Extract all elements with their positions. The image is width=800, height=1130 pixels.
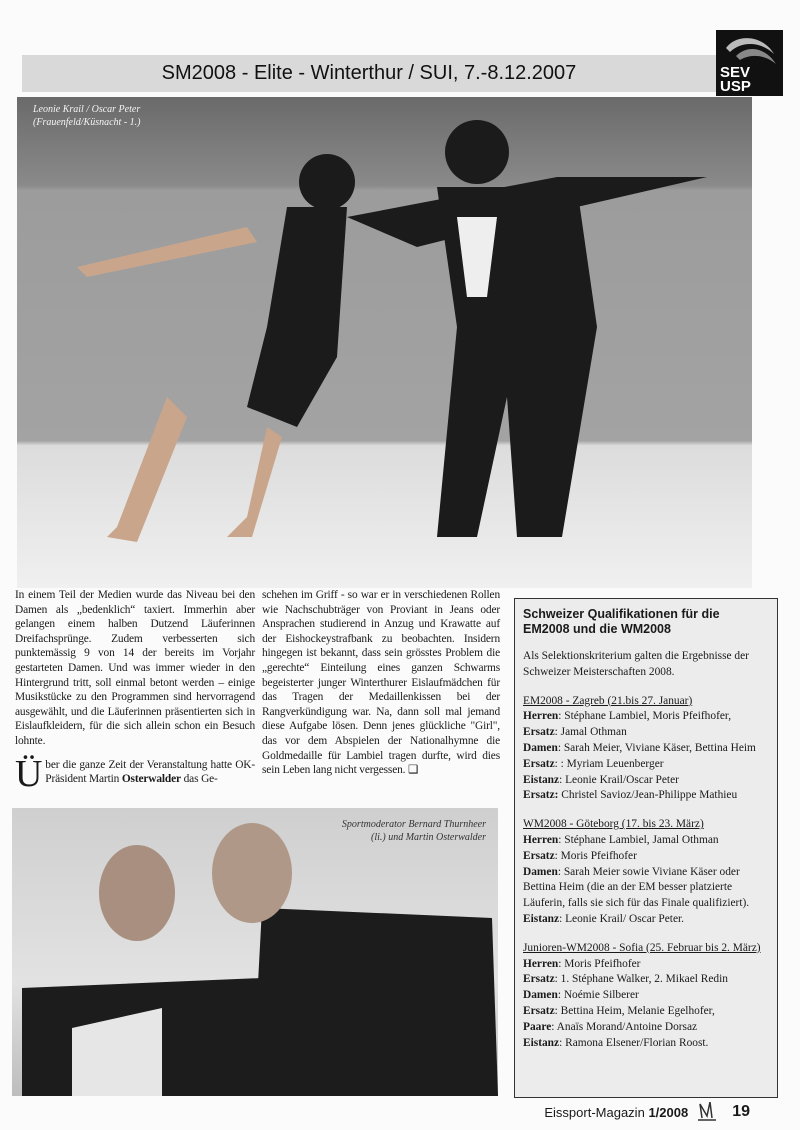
qualification-entry: Ersatz: Moris Pfeifhofer [523,849,637,862]
moderators-photo [12,808,498,1096]
article-column-2 [262,588,500,778]
qualification-entry: Herren: Moris Pfeifhofer [523,957,641,970]
page-header [22,55,716,92]
photo-caption: Sportmoderator Bernard Thurnheer (li.) und Martin Osterwalder [341,819,486,843]
sev-usp-logo [716,30,783,96]
qualification-entry: Damen: Noémie Silberer [523,989,639,1002]
qualification-entry: Eistanz: Leonie Krail/ Oscar Peter. [523,912,685,925]
swoosh-icon [722,34,778,66]
box-intro: Als Selektionskriterium galten die Ergebnisse der Schweizer Meisterschaften 2008. [523,650,749,678]
section-heading: EM2008 - Zagreb (21.bis 27. Januar) [523,694,693,707]
magazine-name: Eissport-Magazin [544,1104,645,1120]
page-footer [544,1102,750,1122]
qualifications-box [514,598,778,1098]
box-title: Schweizer Qualifikationen für die EM2008 und die WM2008 [523,607,720,636]
qualification-entry: Ersatz: Christel Savioz/Jean-Philippe Mathieu [523,789,738,802]
article-paragraph: schehen im Griff - so war er in verschiedenen Rollen wie Nachschubträger von Proviant in Jeans oder Ansprachen studierend in Anzug und Krawatte auf der Eishockeystrafbank zu beobachten. Insidern hingegen ist bekannt, dass sein grösstes Problem die „gerechte“ Einteilung eines ganzen Schwarms begeisterter junger Winterthurer Eislaufmädchen für das Tragen der Medaillenkissen bei der Rangverkündigung war. Na, dann soll mal jemand diese Aufgabe lösen. Denn jenes glückliche "Girl", das vor dem Abspielen der Nationalhymne die Goldmedaille für Lambiel tragen durfte, wird dies sein Leben lang nicht vergessen. ❑ [262,589,500,777]
skate-logo-icon [696,1102,718,1122]
drop-cap: Ü [15,752,43,795]
qualification-entry: Eistanz: Leonie Krail/Oscar Peter [523,773,679,786]
logo-text-sev: SEV [720,64,751,81]
qualification-entry: Ersatz: : Myriam Leuenberger [523,757,664,770]
article-column-1 [15,588,255,795]
photo-caption: Leonie Krail / Oscar Peter (Frauenfeld/Küsnacht - 1.) [33,104,141,128]
qualification-entry: Ersatz: Jamal Othman [523,726,627,739]
qualification-entry: Damen: Sarah Meier, Viviane Käser, Bettina Heim [523,741,756,754]
end-mark-icon: ❑ [408,764,419,777]
article-paragraph: Über die ganze Zeit der Veranstaltung hatte OK-Präsident Martin Osterwalder das Ge- [15,752,255,795]
qualification-entry: Ersatz: Bettina Heim, Melanie Egelhofer, [523,1004,715,1017]
section-heading: Junioren-WM2008 - Sofia (25. Februar bis 2. März) [523,941,761,954]
qualification-entry: Damen: Sarah Meier sowie Viviane Käser oder Bettina Heim (die an der EM besser platzierte Läuferin, falls sie sich für das Finale qualifiziert). [523,865,750,910]
issue-number: 1/2008 [648,1104,689,1120]
qualification-entry: Herren: Stéphane Lambiel, Jamal Othman [523,833,719,846]
moderators-illustration [12,808,498,1096]
page-number: 19 [732,1103,750,1120]
qualification-entry: Paare: Anaïs Morand/Antoine Dorsaz [523,1020,698,1033]
qualification-section [523,817,769,928]
qualification-entry: Herren: Stéphane Lambiel, Moris Pfeifhofer, [523,710,732,723]
skaters-illustration [17,97,752,588]
qualification-entry: Eistanz: Ramona Elsener/Florian Roost. [523,1036,709,1049]
section-heading: WM2008 - Göteborg (17. bis 23. März) [523,818,704,831]
qualification-section [523,941,769,1052]
page-title: SM2008 - Elite - Winterthur / SUI, 7.-8.12.2007 [161,62,577,84]
qualification-entry: Ersatz: 1. Stéphane Walker, 2. Mikael Redin [523,973,728,986]
logo-text-usp: USP [720,78,751,95]
article-paragraph: In einem Teil der Medien wurde das Niveau bei den Damen als „bedenklich“ taxiert. Immerhin aber gelangen einem halben Dutzend Läuferinnen Dreifachsprünge. Zudem verbesserten sich punktemässig 9 von 14 der bereits im Vorjahr gestarteten Damen. Und was immer wieder in den Hintergrund tritt, soll einmal betont werden – einige Musikstücke zu den Programmen sind hervorragend ausgewählt, und die Läuferinnen präsentierten sich in Eislaufkleidern, für die sich allein schon ein Besuch lohnte. [15,589,255,747]
ice-dance-photo [17,97,752,588]
qualification-section [523,694,769,805]
